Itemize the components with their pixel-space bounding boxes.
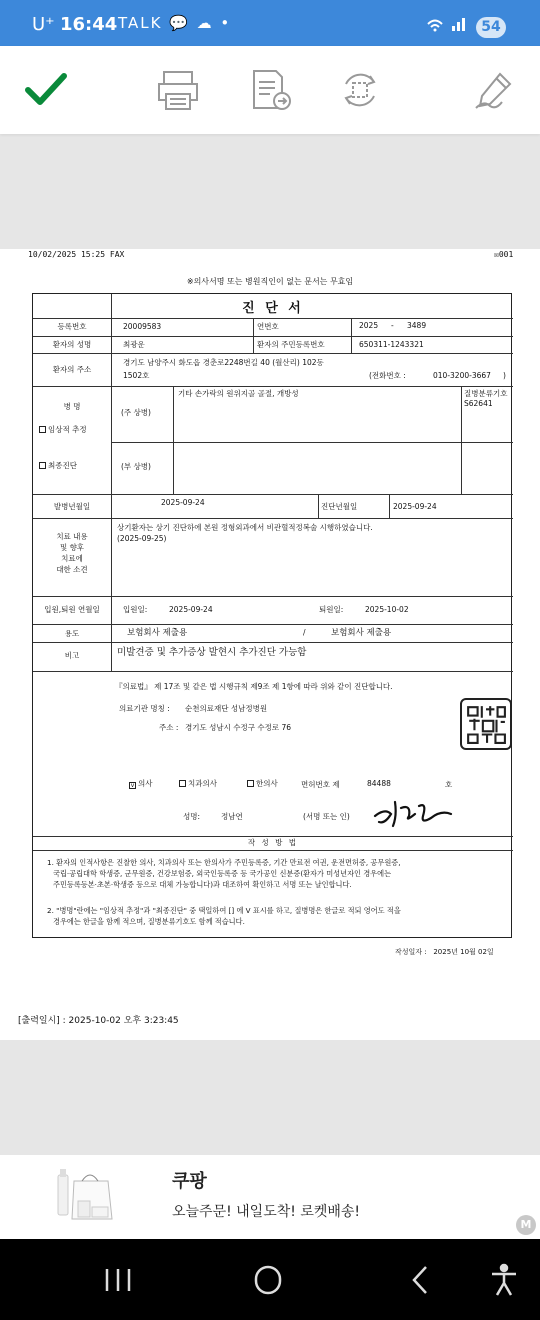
method-1c: 주민등록등본·초본·학생증 등으로 대체 가능합니다)과 대조하여 확인하고 서명 또는 날인합니다. [53, 880, 352, 889]
disease-label: 병 명 [63, 402, 81, 411]
final-checkbox [39, 462, 46, 469]
sign-icon[interactable] [472, 68, 516, 112]
method-1b: 국립·공립대학 학생증, 군무원증, 건강보험증, 외국인등록증 등 국가공인 신분증(환자가 미성년자인 경우에는 [53, 869, 392, 878]
institution-address: 경기도 성남시 수정구 수정로 76 [185, 723, 292, 732]
use-separator: / [303, 628, 306, 637]
treat-label-1: 치료 내용 [56, 532, 88, 541]
method-title: 작 성 방 법 [247, 838, 299, 847]
discharge-date: 2025-10-02 [365, 605, 409, 614]
export-icon[interactable] [248, 68, 292, 112]
phone-close: ) [503, 371, 506, 380]
recents-icon[interactable] [98, 1263, 138, 1297]
institution-label: 의료기관 명칭 : [119, 704, 170, 713]
license-suffix: 호 [445, 780, 453, 789]
diag-date-value: 2025-09-24 [393, 502, 437, 511]
code-label: 질병분류기호 [464, 389, 508, 398]
license-label: 면허번호 제 [301, 780, 340, 789]
form-title: 진 단 서 [242, 301, 304, 316]
law-statement: 『의료법』 제 17조 및 같은 법 시행규칙 제9조 제 1항에 따라 위와 같이 진단합니다. [115, 682, 393, 691]
institution-address-label: 주소 : [159, 723, 179, 732]
serial-no: 3489 [407, 321, 427, 330]
method-1a: 1. 환자의 인적사항은 진찰한 의사, 치과의사 또는 한의사가 주민등록증, 기간 만료전 여권, 운전면허증, 공무원증, [47, 858, 401, 867]
diagnosis-text: 기타 손가락의 원위지골 골절, 개방성 [178, 389, 299, 398]
use-value-2: 보험회사 제출용 [331, 628, 392, 638]
battery-indicator: 54 [476, 17, 506, 38]
address-label: 환자의 주소 [52, 365, 92, 374]
treatment-text: 상기환자는 상기 진단하에 본원 정형외과에서 비관혈적정복술 시행하였습니다. [117, 523, 373, 532]
check-icon[interactable] [24, 68, 68, 112]
treat-label-2: 및 향후 [59, 543, 85, 552]
document-page[interactable] [0, 249, 540, 1040]
code-value: S62641 [464, 399, 493, 408]
clock: 16:44 [60, 14, 118, 35]
diag-date-label: 진단년월일 [321, 502, 358, 511]
doctor-type-text: 의사 [138, 779, 153, 788]
signer-name: 정남연 [221, 812, 243, 821]
doctor-checkbox: v [130, 782, 135, 789]
main-disease-label: (주 상병) [121, 408, 151, 417]
oriental-checkbox [247, 780, 254, 787]
hospital-seal [460, 698, 512, 750]
doctor-type-option [129, 779, 153, 789]
dentist-type-text: 치과의사 [188, 779, 217, 788]
method-2a: 2. "병명"란에는 "임상적 추정"과 "최종진단" 중 택일하여 [] 에 V 표시를 하고, 질병명은 한글로 적되 영어도 적을 [47, 906, 401, 915]
written-date [395, 947, 494, 957]
oriental-type-option [247, 779, 278, 789]
provisional-option [39, 425, 87, 435]
license-number: 84488 [367, 779, 391, 788]
serial-year: 2025 [359, 321, 379, 330]
system-nav-bar [0, 1239, 540, 1320]
printed-at: [출력일시] : 2025-10-02 오후 3:23:45 [18, 1016, 179, 1026]
rrn-label: 환자의 주민등록번호 [257, 340, 325, 349]
ad-description: 오늘주문! 내일도착! 로켓배송! [172, 1204, 361, 1220]
discharge-label: 퇴원일: [319, 605, 344, 614]
serial-dash: - [391, 321, 394, 330]
treatment-date: (2025-09-25) [117, 534, 167, 543]
onset-label: 발병년월일 [53, 502, 91, 511]
dentist-checkbox [179, 780, 186, 787]
back-icon[interactable] [400, 1263, 440, 1297]
ad-banner[interactable] [0, 1155, 540, 1239]
validity-notice: ※의사서명 또는 병원직인이 없는 문서는 무효임 [186, 277, 354, 286]
serial-label: 연번호 [257, 322, 279, 331]
final-text: 최종진단 [48, 461, 77, 470]
final-option [39, 461, 77, 471]
print-icon[interactable] [156, 68, 200, 112]
treat-label-4: 대한 소견 [56, 565, 88, 574]
method-2b: 경우에는 한글을 함께 적으며, 질병분류기호도 함께 적습니다. [53, 917, 245, 926]
sign-or-seal-label: (서명 또는 인) [303, 812, 350, 821]
ad-title: 쿠팡 [172, 1171, 207, 1192]
admit-date: 2025-09-24 [169, 605, 213, 614]
dentist-type-option [179, 779, 217, 789]
inout-label: 입원,퇴원 연월일 [44, 605, 100, 614]
home-icon[interactable] [248, 1263, 288, 1297]
carrier-label: U⁺ [32, 14, 55, 35]
oriental-type-text: 한의사 [256, 779, 278, 788]
name-label: 환자의 성명 [52, 340, 92, 349]
written-date-value: 2025년 10월 02일 [433, 948, 494, 956]
provisional-text: 임상적 추정 [48, 425, 87, 434]
ad-badge[interactable]: M [516, 1215, 536, 1235]
patient-name: 최광운 [123, 340, 145, 349]
institution-name: 순천의료재단 성남정병원 [185, 704, 268, 713]
ad-product-image [52, 1167, 116, 1225]
admit-label: 입원일: [123, 605, 148, 614]
written-date-label: 작성일자 : [395, 948, 427, 956]
phone-value: 010-3200-3667 [433, 371, 491, 380]
sub-disease-label: (부 상병) [121, 462, 151, 471]
viewer-toolbar [0, 46, 540, 134]
onset-value: 2025-09-24 [161, 498, 205, 507]
notification-icons: TALK 💬 ☁ • [118, 14, 232, 32]
rrn-value: 650311-1243321 [359, 340, 424, 349]
use-value-1: 보험회사 제출용 [127, 628, 188, 638]
use-label: 용도 [64, 629, 80, 638]
remark-label: 비고 [64, 651, 80, 660]
provisional-checkbox [39, 426, 46, 433]
remark-value: 미발견증 및 추가증상 발현시 추가진단 가능함 [117, 647, 307, 658]
reg-no-value: 20009583 [123, 322, 162, 331]
reg-no-label: 등록번호 [57, 322, 87, 331]
address-line1: 경기도 남양주시 화도읍 경춘로2248번길 40 (월산리) 102동 [123, 358, 324, 367]
accessibility-icon[interactable] [484, 1263, 524, 1297]
address-line2: 1502호 [123, 371, 150, 380]
treat-label-3: 치료에 [61, 554, 83, 563]
phone-label: (전화번호 : [369, 371, 406, 380]
fax-page-no: ☒001 [494, 250, 514, 259]
doctor-signature [371, 794, 455, 830]
signer-label: 성명: [183, 812, 201, 821]
diagnosis-form [32, 293, 512, 938]
fax-header: 10/02/2025 15:25 FAX [28, 250, 125, 259]
rotate-icon[interactable] [338, 68, 382, 112]
signal-icon [426, 16, 470, 35]
status-bar [0, 0, 540, 46]
